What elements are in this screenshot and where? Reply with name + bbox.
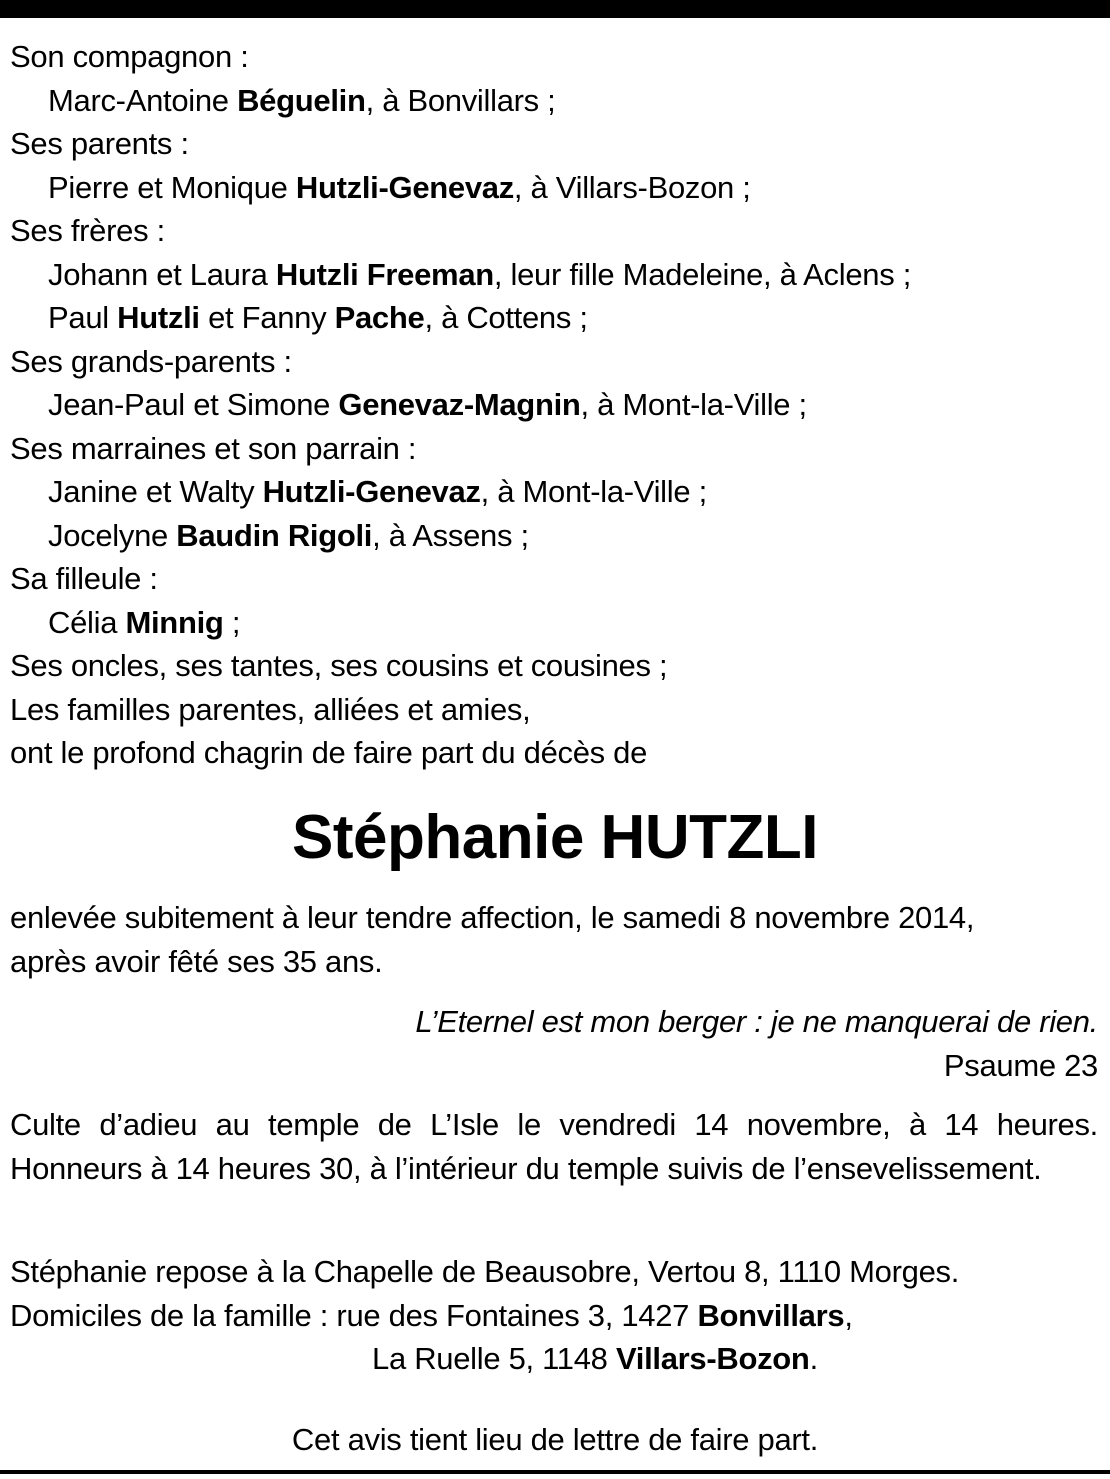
death-announcement xyxy=(10,896,1098,983)
family-member-line: Johann et Laura Hutzli Freeman, leur fille Madeleine, à Aclens ; xyxy=(48,256,912,292)
family-member-line: Jocelyne Baudin Rigoli, à Assens ; xyxy=(48,517,529,553)
role-line: Ses marraines et son parrain : xyxy=(10,430,417,466)
closing-line: Les familles parentes, alliées et amies, xyxy=(10,691,531,727)
closing-line: Ses oncles, ses tantes, ses cousins et cousines ; xyxy=(10,648,668,683)
notice-footer: Cet avis tient lieu de lettre de faire part. xyxy=(291,1422,819,1457)
top-rule xyxy=(0,0,1110,18)
family-member-line: Célia Minnig ; xyxy=(48,604,241,640)
role-line: Ses frères : xyxy=(10,213,165,248)
verse-text: L’Eternel est mon berger : je ne manquerai de rien. xyxy=(415,1004,1098,1039)
death-line: enlevée subitement à leur tendre affection, le samedi 8 novembre 2014, xyxy=(10,900,975,935)
family-member-line: Paul Hutzli et Fanny Pache, à Cottens ; xyxy=(48,300,588,335)
role-line: Ses parents : xyxy=(10,126,189,161)
bottom-rule xyxy=(0,1470,1110,1474)
role-line: Ses grands-parents : xyxy=(10,343,292,379)
family-member-line: Marc-Antoine Béguelin, à Bonvillars ; xyxy=(48,82,556,118)
family-member-line: Janine et Walty Hutzli-Genevaz, à Mont-la-Ville ; xyxy=(48,474,707,509)
ceremony-info: Culte d’adieu au temple de L’Isle le vendredi 14 novembre, à 14 heures. Honneurs à 14 heures 30, à l’intérieur du temple suivis de l’ensevelissement. xyxy=(10,1107,1098,1186)
address-block xyxy=(10,1250,1098,1381)
verse-source: Psaume 23 xyxy=(943,1047,1098,1083)
domicile-line: Domiciles de la famille : rue des Fontaines 3, 1427 Bonvillars, xyxy=(10,1297,853,1333)
deceased-name: Stéphanie HUTZLI xyxy=(292,803,818,872)
role-line: Sa filleule : xyxy=(10,561,158,596)
role-line: Son compagnon : xyxy=(10,39,249,74)
family-list xyxy=(10,35,1098,775)
domicile-line-2: La Ruelle 5, 1148 Villars-Bozon. xyxy=(372,1341,818,1376)
verse-block xyxy=(10,1000,1098,1087)
family-member-line: Jean-Paul et Simone Genevaz-Magnin, à Mont-la-Ville ; xyxy=(48,387,807,422)
death-line: après avoir fêté ses 35 ans. xyxy=(10,943,383,979)
family-member-line: Pierre et Monique Hutzli-Genevaz, à Villars-Bozon ; xyxy=(48,169,751,205)
rest-place: Stéphanie repose à la Chapelle de Beausobre, Vertou 8, 1110 Morges. xyxy=(10,1254,960,1289)
closing-line: ont le profond chagrin de faire part du décès de xyxy=(10,735,648,770)
